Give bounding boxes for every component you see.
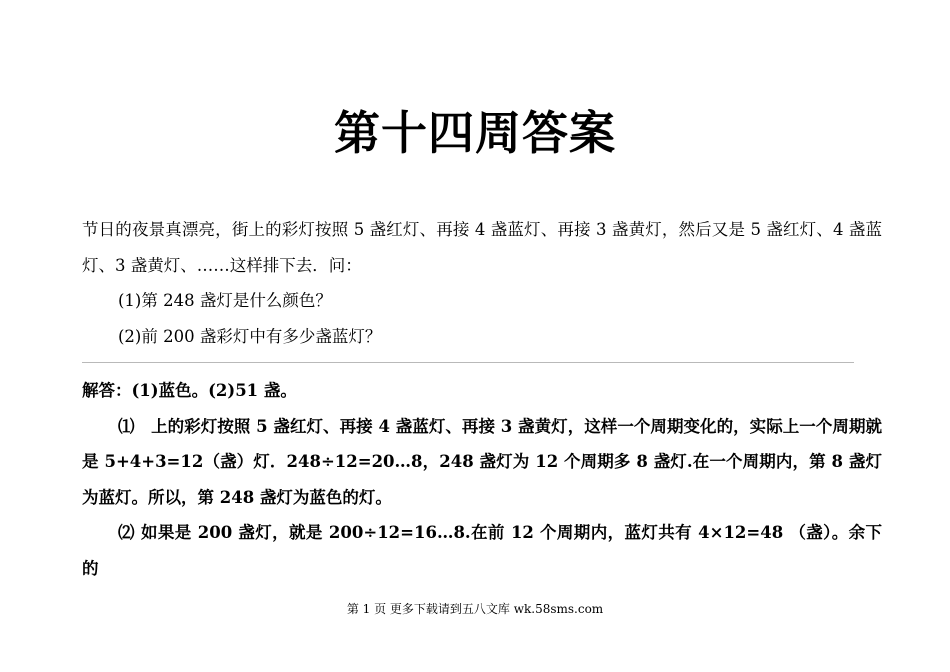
page-title: 第十四周答案 bbox=[334, 106, 616, 160]
question-2: (2)前 200 盏彩灯中有多少盏蓝灯？ bbox=[118, 326, 382, 346]
answer-summary: 解答：(1)蓝色。(2)51 盏。 bbox=[82, 381, 297, 400]
answer-part-1: ⑴ 上的彩灯按照 5 盏红灯、再接 4 盏蓝灯、再接 3 盏黄灯，这样一个周期变化的，实际上一个周期就是 5+4+3=12（盏）灯．248÷12=20…8，248 盏灯为 12 个周期多 8 盏灯.在一个周期内，第 8 盏灯为蓝灯。所以，第 248 盏灯为蓝色的灯。 bbox=[82, 416, 882, 507]
section-divider bbox=[82, 362, 854, 363]
document-body bbox=[82, 212, 882, 586]
page-footer: 第 1 页 更多下载请到五八文库 wk.58sms.com bbox=[346, 602, 604, 616]
problem-intro: 节日的夜景真漂亮，街上的彩灯按照 5 盏红灯、再接 4 盏蓝灯、再接 3 盏黄灯，然后又是 5 盏红灯、4 盏蓝灯、3 盏黄灯、……这样排下去．问： bbox=[82, 220, 882, 275]
answer-part-2: ⑵ 如果是 200 盏灯，就是 200÷12=16…8.在前 12 个周期内，蓝灯共有 4×12=48 （盏）。余下的 bbox=[82, 523, 882, 578]
question-1: (1)第 248 盏灯是什么颜色？ bbox=[118, 291, 332, 310]
